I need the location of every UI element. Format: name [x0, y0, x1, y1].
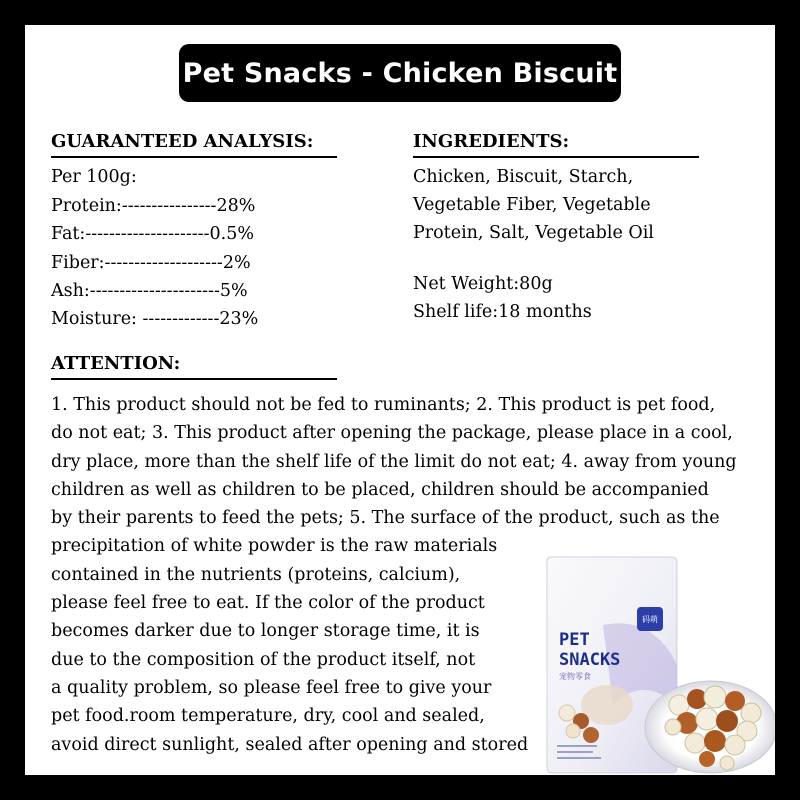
dog-icon	[581, 685, 633, 725]
attention-line: by their parents to feed the pets; 5. The surface of the product, such as the	[51, 508, 720, 529]
ingredients-line-2: Vegetable Fiber, Vegetable	[413, 195, 651, 215]
ingredients-line-3: Protein, Salt, Vegetable Oil	[413, 223, 654, 243]
attention-line: children as well as children to be placed, children should be accompanied	[51, 479, 709, 500]
attention-line: dry place, more than the shelf life of the limit do not eat; 4. away from young	[51, 451, 737, 472]
attention-line: a quality problem, so please feel free to give your	[51, 677, 492, 698]
package-title-line1: PET	[559, 630, 590, 650]
attention-line: pet food.room temperature, dry, cool and sealed,	[51, 706, 485, 727]
attention-line: avoid direct sunlight, sealed after opening and stored	[51, 734, 529, 755]
analysis-heading: GUARANTEED ANALYSIS:	[51, 131, 337, 158]
analysis-line-fat: Fat:---------------------0.5%	[51, 224, 254, 244]
analysis-line-fiber: Fiber:--------------------2%	[51, 253, 251, 273]
attention-line: do not eat; 3. This product after opening the package, please place in a cool,	[51, 423, 733, 444]
analysis-line-protein: Protein:----------------28%	[51, 196, 256, 216]
attention-line: please feel free to eat. If the color of the product	[51, 593, 485, 614]
net-weight: Net Weight:80g	[413, 274, 553, 294]
page-title: Pet Snacks - Chicken Biscuit	[182, 57, 618, 89]
ingredients-line-1: Chicken, Biscuit, Starch,	[413, 167, 634, 187]
attention-line: becomes darker due to longer storage time, it is	[51, 621, 480, 642]
analysis-line-per: Per 100g:	[51, 167, 137, 187]
attention-line: due to the composition of the product itself, not	[51, 649, 476, 670]
title-badge	[179, 44, 621, 102]
package-title-line2: SNACKS	[559, 650, 621, 670]
analysis-line-ash: Ash:----------------------5%	[51, 281, 248, 301]
product-package-image	[543, 555, 775, 775]
brand-badge-text: 码萌	[642, 615, 658, 624]
attention-line: 1. This product should not be fed to ruminants; 2. This product is pet food,	[51, 395, 716, 415]
ingredients-heading: INGREDIENTS:	[413, 131, 699, 158]
package-subtitle: 宠物零食	[559, 672, 591, 681]
attention-line: contained in the nutrients (proteins, calcium),	[51, 564, 461, 585]
shelf-life: Shelf life:18 months	[413, 302, 592, 322]
product-info-panel	[25, 25, 775, 775]
attention-line: precipitation of white powder is the raw materials	[51, 536, 498, 557]
analysis-line-moisture: Moisture: -------------23%	[51, 309, 259, 329]
attention-heading: ATTENTION:	[51, 353, 337, 380]
